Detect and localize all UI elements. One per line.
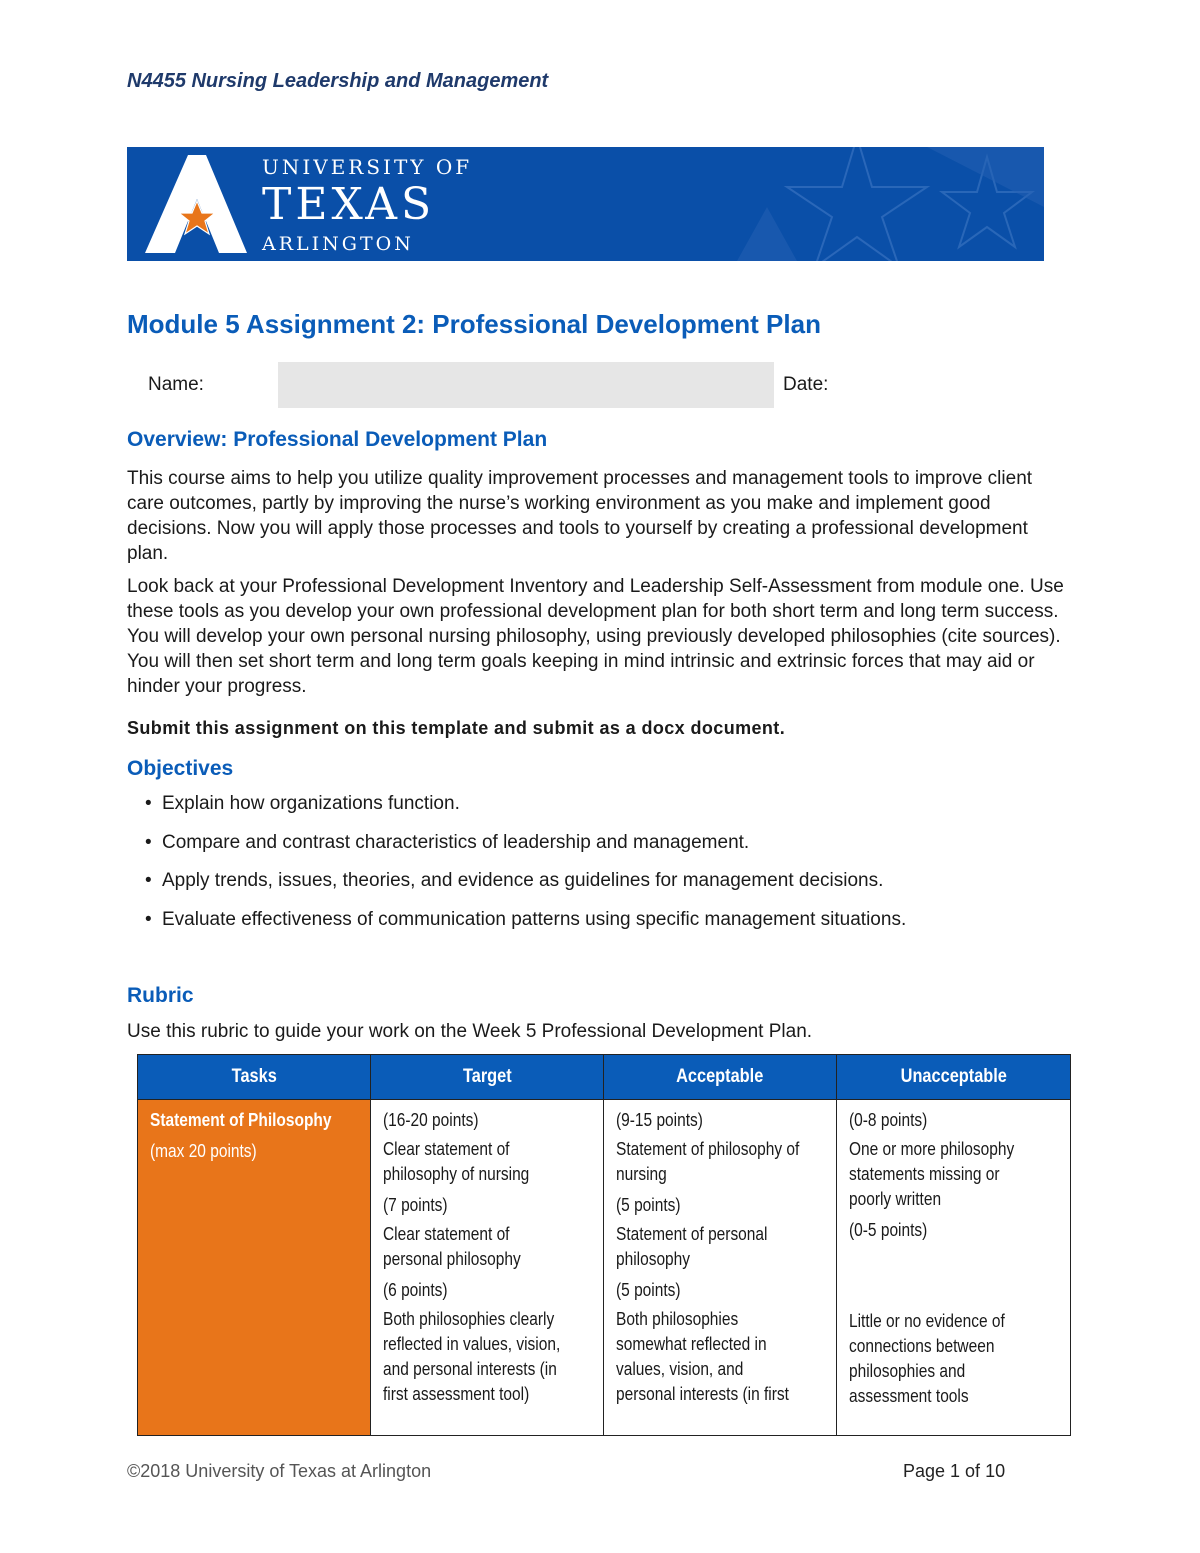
criterion-text: Little or no evidence of [849, 1311, 1005, 1331]
criterion-points: (5 points) [616, 1280, 681, 1300]
bullet-icon: • [145, 908, 152, 930]
footer-copyright: ©2018 University of Texas at Arlington [127, 1461, 432, 1481]
logo-line-arlington: ARLINGTON [262, 233, 414, 255]
footer-page-number: Page 1 of 10 [903, 1461, 1006, 1481]
bullet-icon: • [145, 870, 152, 891]
name-label: Name: [148, 374, 204, 395]
points-range: (16-20 points) [383, 1110, 479, 1130]
list-item [145, 870, 906, 909]
criterion-points: (7 points) [383, 1195, 448, 1215]
rubric-heading: Rubric [127, 984, 194, 1007]
criterion-text: Clear statement of [383, 1139, 510, 1159]
task-name: Statement of Philosophy [150, 1110, 332, 1130]
criterion-text: connections between [849, 1336, 995, 1356]
criterion-points: (6 points) [383, 1280, 448, 1300]
list-item [145, 909, 906, 948]
criterion-text: Clear statement of [383, 1224, 510, 1244]
criterion-text: philosophy of nursing [383, 1164, 530, 1184]
criterion-text: personal interests (in first [616, 1384, 789, 1404]
university-banner [127, 147, 1044, 261]
table-row [138, 1100, 1071, 1436]
criterion-points: (5 points) [616, 1195, 681, 1215]
points-range: (0-8 points) [849, 1110, 928, 1130]
criterion-text: Both philosophies [616, 1309, 739, 1329]
criterion-text: assessment tools [849, 1386, 969, 1406]
date-label: Date: [783, 374, 829, 395]
criterion-text: personal philosophy [383, 1249, 521, 1269]
course-header: N4455 Nursing Leadership and Management [127, 70, 549, 92]
criterion-text: somewhat reflected in [616, 1334, 767, 1354]
logo-line-university-of: UNIVERSITY OF [262, 155, 473, 179]
document-title: Module 5 Assignment 2: Professional Development Plan [127, 309, 821, 339]
bullet-icon: • [145, 793, 152, 814]
target-cell [371, 1100, 604, 1436]
objective-text: Explain how organizations function. [162, 793, 460, 814]
criterion-text: statements missing or [849, 1164, 1000, 1184]
overview-paragraph: Look back at your Professional Development Inventory and Leadership Self-Assessment from module one. Use these tools as you develop your own professional development plan for both short term and long term success. You will develop your own personal nursing philosophy, using previously developed philosophies (cite sources). You will then set short term and long term goals keeping in mind intrinsic and extrinsic forces that may aid or hinder your progress. [127, 576, 1064, 697]
task-points: (max 20 points) [150, 1141, 257, 1161]
logo-line-texas: TEXAS [262, 179, 436, 230]
name-field[interactable] [278, 362, 774, 408]
criterion-text: first assessment tool) [383, 1384, 530, 1404]
uta-a-logo-icon [141, 147, 251, 261]
overview-heading: Overview: Professional Development Plan [127, 428, 548, 451]
column-header-tasks: Tasks [138, 1055, 371, 1100]
rubric-table [137, 1054, 1071, 1436]
criterion-text: philosophy [616, 1249, 691, 1269]
overview-paragraph: This course aims to help you utilize quality improvement processes and management tools to improve client care outcomes, partly by improving the nurse’s working environment as you make and implement good decisions. Now you will apply those processes and tools to yourself by creating a professional development plan. [127, 468, 1033, 564]
list-item [145, 793, 906, 832]
objectives-heading: Objectives [127, 757, 234, 780]
acceptable-cell [604, 1100, 837, 1436]
unacceptable-cell [837, 1100, 1071, 1436]
rubric-intro: Use this rubric to guide your work on the Week 5 Professional Development Plan. [127, 1021, 813, 1042]
objective-text: Compare and contrast characteristics of leadership and management. [162, 831, 750, 853]
criterion-text: and personal interests (in [383, 1359, 557, 1379]
table-header-row [138, 1055, 1071, 1100]
criterion-text: nursing [616, 1164, 667, 1184]
column-header-acceptable: Acceptable [604, 1055, 837, 1100]
criterion-text: philosophies and [849, 1361, 966, 1381]
column-header-unacceptable: Unacceptable [837, 1055, 1071, 1100]
criterion-text: values, vision, and [616, 1359, 744, 1379]
list-item [145, 832, 906, 871]
bullet-icon: • [145, 831, 152, 853]
criterion-text: reflected in values, vision, [383, 1334, 561, 1354]
criterion-points: (0-5 points) [849, 1220, 928, 1240]
objectives-list [145, 793, 906, 947]
objective-text: Apply trends, issues, theories, and evidence as guidelines for management decisions. [162, 870, 884, 891]
criterion-text: One or more philosophy [849, 1139, 1015, 1159]
points-range: (9-15 points) [616, 1110, 703, 1130]
criterion-text: poorly written [849, 1189, 942, 1209]
objective-text: Evaluate effectiveness of communication patterns using specific management situations. [162, 908, 907, 930]
criterion-text: Statement of philosophy of [616, 1139, 800, 1159]
criterion-text: Both philosophies clearly [383, 1309, 555, 1329]
column-header-target: Target [371, 1055, 604, 1100]
submit-instruction: Submit this assignment on this template and submit as a docx document. [127, 718, 786, 738]
task-cell [138, 1100, 371, 1436]
criterion-text: Statement of personal [616, 1224, 768, 1244]
